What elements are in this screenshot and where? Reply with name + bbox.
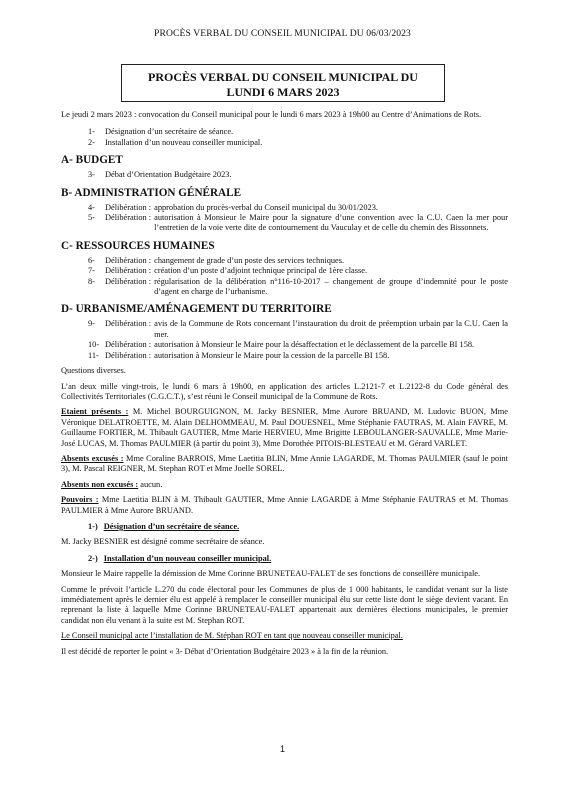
present-label: Etaient présents : [61, 407, 129, 417]
section-list-urbanisme [88, 319, 508, 361]
section-list-administration [88, 203, 508, 234]
item-text: Débat d’Orientation Budgétaire 2023. [105, 170, 232, 180]
subsection-number: 1-) [88, 521, 98, 531]
postponement-paragraph: Il est décidé de reporter le point « 3- Débat d’Orientation Budgétaire 2023 » à la fin de la réunion. [61, 646, 389, 656]
excused-label: Absents excusés : [61, 453, 124, 463]
item-text: changement de grade d’un poste des services techniques. [154, 255, 345, 265]
item-text: création d’un poste d’adjoint technique principal de 1ère classe. [154, 266, 368, 276]
section-list-ressources-humaines [88, 256, 508, 298]
preliminary-list [88, 127, 508, 148]
item-text: autorisation à Monsieur le Maire pour la signature d’une convention avec la C.U. Caen la mer pour l’entretien de la voie verte dite de contournement du Vauculay et de celle du chemin des Bissonnets. [154, 213, 508, 233]
section-title-urbanisme: D- URBANISME/AMÉNAGEMENT DU TERRITOIRE [61, 303, 332, 316]
section-title-administration: B- ADMINISTRATION GÉNÉRALE [61, 186, 242, 199]
secretary-paragraph: M. Jacky BESNIER est désigné comme secrétaire de séance. [61, 537, 265, 547]
excused-list: Mme Coraline BARROIS, Mme Laetitia BLIN, Mme Annie LAGARDE, M. Thomas PAULMIER (sauf le point 3), M. Pascal REIGNER, M. Stephan ROT et Mme Joelle SOREL. [61, 453, 508, 474]
convocation-paragraph: Le jeudi 2 mars 2023 : convocation du Conseil municipal pour le lundi 6 mars 2023 à 19h00 au Centre d’Animations de Rots. [61, 110, 482, 119]
item-text: régularisation de la délibération n°116-10-2017 – changement de groupe d’indemnité pour le poste d’agent en charge de l’urbanisme. [154, 276, 508, 297]
item-label: Délibération : [105, 266, 152, 276]
subsection-title: Installation d’un nouveau conseiller municipal. [103, 553, 272, 563]
item-number: 1- [88, 127, 95, 137]
item-number: 4- [88, 202, 95, 212]
item-number: 11- [88, 350, 99, 360]
item-number: 3- [88, 170, 95, 180]
item-label: Délibération : [105, 255, 152, 265]
questions-diverses: Questions diverses. [61, 366, 126, 376]
item-number: 2- [88, 137, 95, 147]
not-excused-paragraph [61, 480, 508, 490]
list-item [88, 319, 508, 340]
running-header: PROCÈS VERBAL DU CONSEIL MUNICIPAL DU 06/03/2023 [154, 28, 411, 39]
present-paragraph [61, 407, 508, 449]
list-item [88, 138, 508, 148]
item-number: 7- [88, 266, 95, 276]
section-list-budget [88, 170, 508, 180]
item-label: Délibération : [105, 276, 152, 286]
list-item [88, 266, 508, 276]
subsection-title: Désignation d’un secrétaire de séance. [103, 521, 240, 531]
item-number: 6- [88, 255, 95, 265]
item-number: 10- [88, 340, 100, 350]
proxies-paragraph [61, 495, 508, 516]
item-text: autorisation à Monsieur le Maire pour la cession de la parcelle BI 158. [154, 350, 390, 360]
list-item [88, 277, 508, 298]
section-title-budget: A- BUDGET [61, 154, 123, 167]
page-number: 1 [279, 744, 285, 754]
list-item [88, 170, 508, 180]
item-number: 8- [88, 276, 95, 286]
title-box [121, 64, 445, 102]
item-text: avis de la Commune de Rots concernant l’instauration du droit de préemption urbain par la C.U. Caen la mer. [154, 319, 508, 339]
list-item [88, 351, 508, 361]
item-label: Délibération : [105, 319, 152, 329]
title-line-2: LUNDI 6 MARS 2023 [226, 85, 340, 99]
title-line-1: PROCÈS VERBAL DU CONSEIL MUNICIPAL DU [148, 70, 418, 84]
item-label: Délibération : [105, 350, 152, 360]
list-item [88, 256, 508, 266]
electoral-code-paragraph: Comme le prévoit l’article L.270 du code électoral pour les Communes de plus de 1 000 habitants, le candidat venant sur la liste immédiatement après le dernier élu est appelé à remplacer le conseiller municipal élu sur cette liste dont le siège devient vacant. En reprenant la liste à laquelle Mme Corinne BRUNETEAU-FALET appartenait aux dernières élections municipales, le premier candidat non élu venant à la suite est M. Stephan ROT. [61, 584, 508, 625]
proxies-list: Mme Laetitia BLIN à M. Thibault GAUTIER, Mme Annie LAGARDE à Mme Stéphanie FAUTRAS et M. Thomas PAULMIER à Mme Aurore BRUAND. [61, 495, 509, 515]
excused-paragraph [61, 454, 508, 475]
subsection-number: 2-) [88, 553, 98, 563]
item-label: Délibération : [105, 340, 152, 350]
opening-paragraph: L’an deux mille vingt-trois, le lundi 6 mars à 19h00, en application des articles L.2121-7 et L.2122-8 du Code général des Collectivités Territoriales (C.G.C.T.), s’est réuni le Conseil municipal de la Commune de Rots. [61, 381, 508, 401]
item-number: 9- [88, 319, 95, 329]
item-label: Délibération : [105, 202, 152, 212]
subsection-heading-2 [88, 554, 508, 564]
item-text: autorisation à Monsieur le Maire pour la désaffectation et le déclassement de la parcelle BI 158. [154, 340, 475, 350]
section-title-ressources-humaines: C- RESSOURCES HUMAINES [61, 239, 215, 252]
list-item [88, 213, 508, 234]
item-text: approbation du procès-verbal du Conseil municipal du 30/01/2023. [154, 202, 378, 212]
installation-paragraph: Le Conseil municipal acte l’installation de M. Stéphan ROT en tant que nouveau conseiller municipal. [61, 631, 403, 641]
item-text: Désignation d’un secrétaire de séance. [105, 127, 234, 137]
resignation-paragraph: Monsieur le Maire rappelle la démission de Mme Corinne BRUNETEAU-FALET de ses fonctions de conseillère municipale. [61, 569, 481, 579]
subsection-heading-1 [88, 522, 508, 532]
item-label: Délibération : [105, 213, 152, 223]
not-excused-label: Absents non excusés : [61, 479, 139, 489]
not-excused-value: aucun. [138, 479, 163, 489]
item-text: Installation d’un nouveau conseiller municipal. [105, 137, 263, 147]
list-item [88, 127, 508, 137]
present-list: M. Michel BOURGUIGNON, M. Jacky BESNIER, Mme Aurore BRUAND, M. Ludovic BUON, Mme Véronique DELATROETTE, M. Alain DELHOMMEAU, M. Paul DOUESNEL, Mme Stéphanie FAUTRAS, M. Alain FAVRE, M. Guillaume FORTIER, M. Thibault GAUTIER, Mme Marie HERVIEU, Mme Brigitte LEBOULANGER-SAUVALLE, Mme Marie-José LUCAS, M. Thomas PAULMIER (à partir du point 3), Mme Dorothée PITOIS-BLESTEAU et M. Gérard VARLET. [61, 407, 508, 448]
proxies-label: Pouvoirs : [61, 495, 99, 505]
list-item [88, 203, 508, 213]
list-item [88, 340, 508, 350]
document-body [61, 110, 508, 657]
item-number: 5- [88, 213, 95, 223]
